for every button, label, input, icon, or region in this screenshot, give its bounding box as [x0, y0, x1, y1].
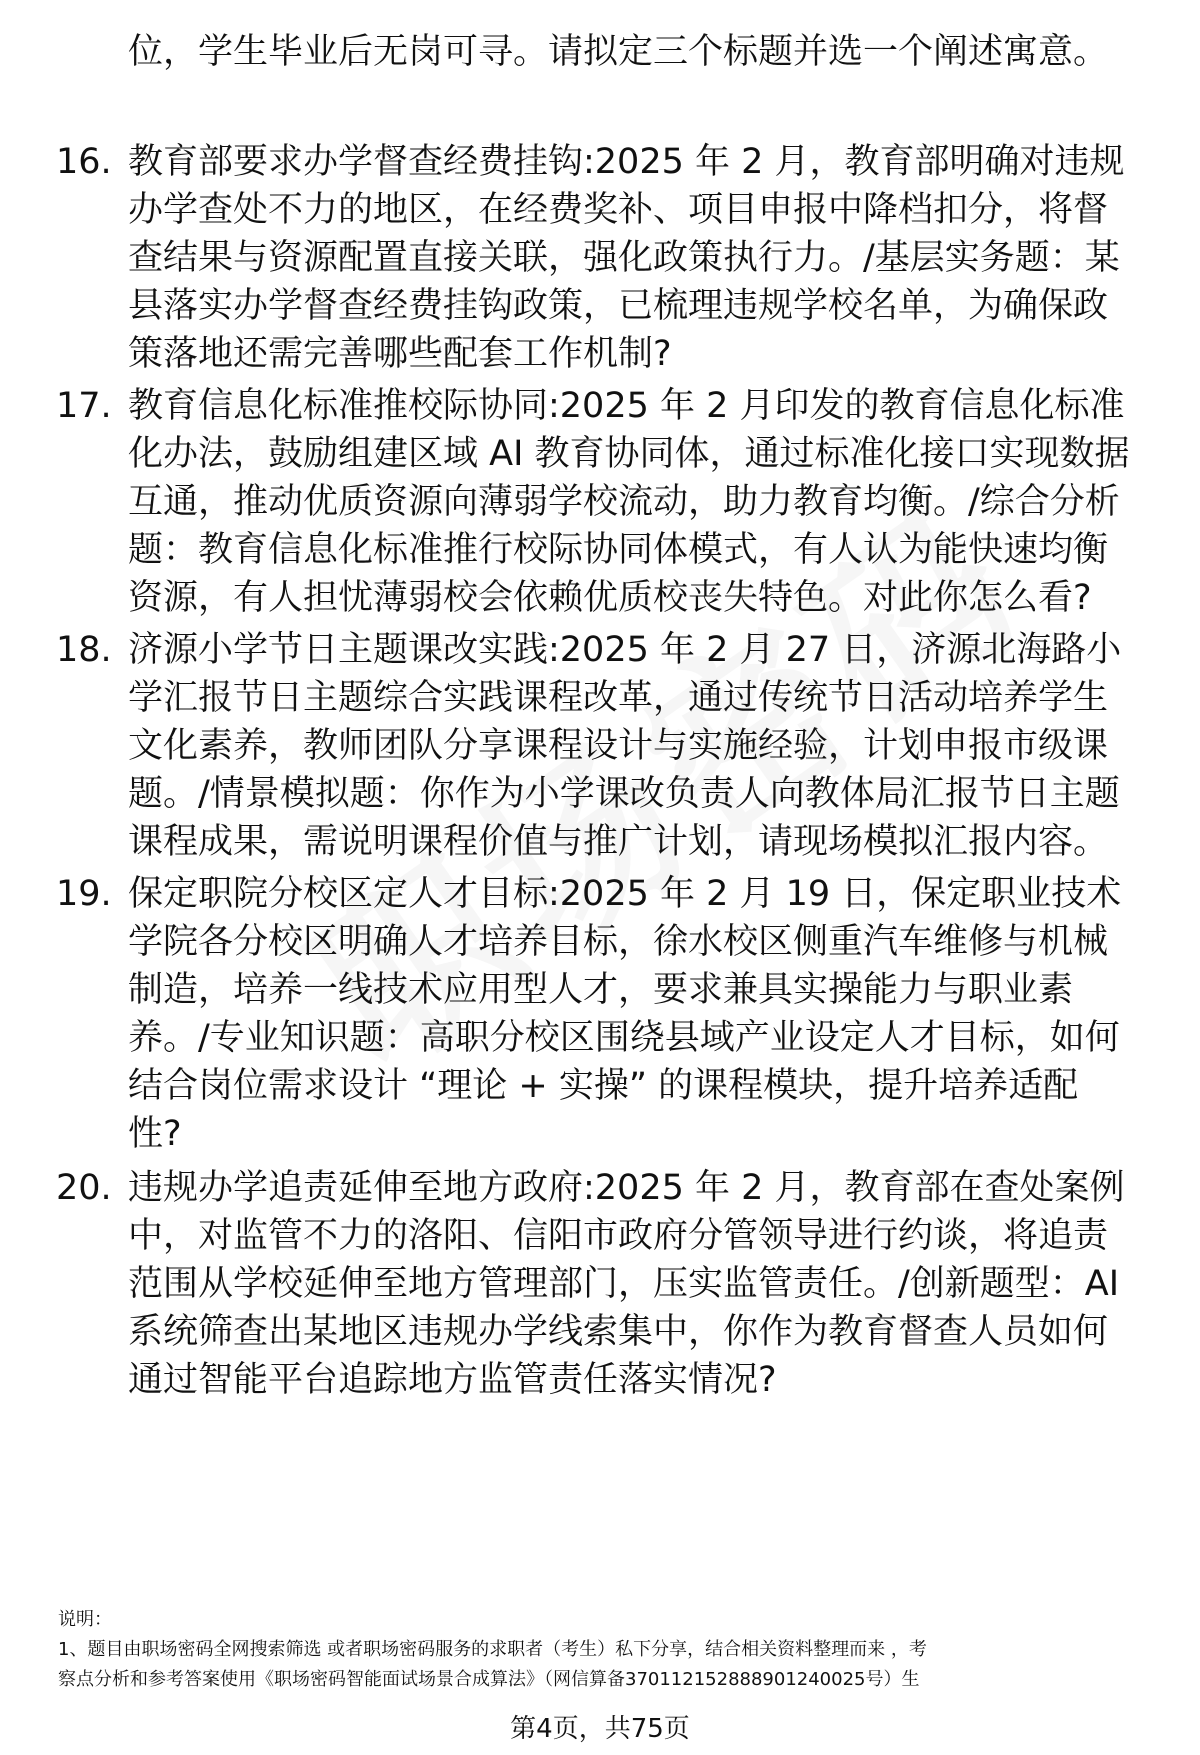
question-line: 化办法，鼓励组建区域 AI 教育协同体，通过标准化接口实现数据	[128, 434, 1130, 474]
notes-line: 察点分析和参考答案使用《职场密码智能面试场景合成算法》（网信算备370112152888901240025号）生	[58, 1669, 920, 1690]
question-line: 文化素养，教师团队分享课程设计与实施经验，计划申报市级课	[128, 726, 1109, 766]
question-line: 学汇报节日主题综合实践课程改革，通过传统节日活动培养学生	[128, 678, 1109, 718]
question-line: 资源，有人担忧薄弱校会依赖优质校丧失特色。对此你怎么看?	[128, 578, 1092, 618]
question-line: 教育信息化标准推校际协同:2025 年 2 月印发的教育信息化标准	[128, 386, 1125, 426]
question-line: 通过智能平台追踪地方监管责任落实情况?	[128, 1360, 777, 1400]
question-line: 学院各分校区明确人才培养目标，徐水校区侧重汽车维修与机械	[128, 922, 1109, 962]
question-line: 结合岗位需求设计 “理论 + 实操” 的课程模块，提升培养适配	[128, 1066, 1079, 1106]
question-line: 制造，培养一线技术应用型人才，要求兼具实操能力与职业素	[128, 970, 1074, 1010]
question-number: 18.	[56, 630, 112, 670]
question-line: 策落地还需完善哪些配套工作机制?	[128, 334, 672, 374]
question-line: 题。/情景模拟题：你作为小学课改负责人向教体局汇报节日主题	[128, 774, 1120, 814]
question-text	[128, 138, 1125, 378]
question-line: 题：教育信息化标准推行校际协同体模式，有人认为能快速均衡	[128, 530, 1109, 570]
question-line: 教育部要求办学督查经费挂钩:2025 年 2 月，教育部明确对违规	[128, 142, 1125, 182]
question-line: 性?	[128, 1114, 182, 1154]
question-text	[128, 870, 1121, 1158]
question-line: 范围从学校延伸至地方管理部门，压实监管责任。/创新题型：AI	[128, 1264, 1120, 1304]
question-line: 课程成果，需说明课程价值与推广计划，请现场模拟汇报内容。	[128, 822, 1109, 862]
notes-section	[58, 1605, 1148, 1695]
notes-heading: 说明：	[58, 1609, 112, 1630]
question-number: 17.	[56, 386, 112, 426]
notes-line: 1、题目由职场密码全网搜索筛选 或者职场密码服务的求职者（考生）私下分享，结合相关资料整理而来 ，考	[58, 1639, 927, 1660]
question-line: 违规办学追责延伸至地方政府:2025 年 2 月，教育部在查处案例	[128, 1168, 1125, 1208]
page-number: 第4页，共75页	[510, 1714, 690, 1744]
question-line: 养。/专业知识题：高职分校区围绕县域产业设定人才目标，如何	[128, 1018, 1120, 1058]
question-line: 县落实办学督查经费挂钩政策，已梳理违规学校名单，为确保政	[128, 286, 1109, 326]
question-number: 20.	[56, 1168, 112, 1208]
continuation-text: 位，学生毕业后无岗可寻。请拟定三个标题并选一个阐述寓意。	[128, 32, 1109, 72]
question-line: 系统筛查出某地区违规办学线索集中，你作为教育督查人员如何	[128, 1312, 1109, 1352]
question-line: 互通，推动优质资源向薄弱学校流动，助力教育均衡。/综合分析	[128, 482, 1120, 522]
question-line: 查结果与资源配置直接关联，强化政策执行力。/基层实务题：某	[128, 238, 1120, 278]
question-text	[128, 1164, 1125, 1404]
question-line: 保定职院分校区定人才目标:2025 年 2 月 19 日，保定职业技术	[128, 874, 1122, 914]
question-number: 19.	[56, 874, 112, 914]
question-line: 办学查处不力的地区，在经费奖补、项目申报中降档扣分，将督	[128, 190, 1109, 230]
question-number: 16.	[56, 142, 112, 182]
question-text	[128, 382, 1130, 622]
question-line: 济源小学节日主题课改实践:2025 年 2 月 27 日，济源北海路小	[128, 630, 1122, 670]
question-text	[128, 626, 1121, 866]
question-line: 中，对监管不力的洛阳、信阳市政府分管领导进行约谈，将追责	[128, 1216, 1109, 1256]
